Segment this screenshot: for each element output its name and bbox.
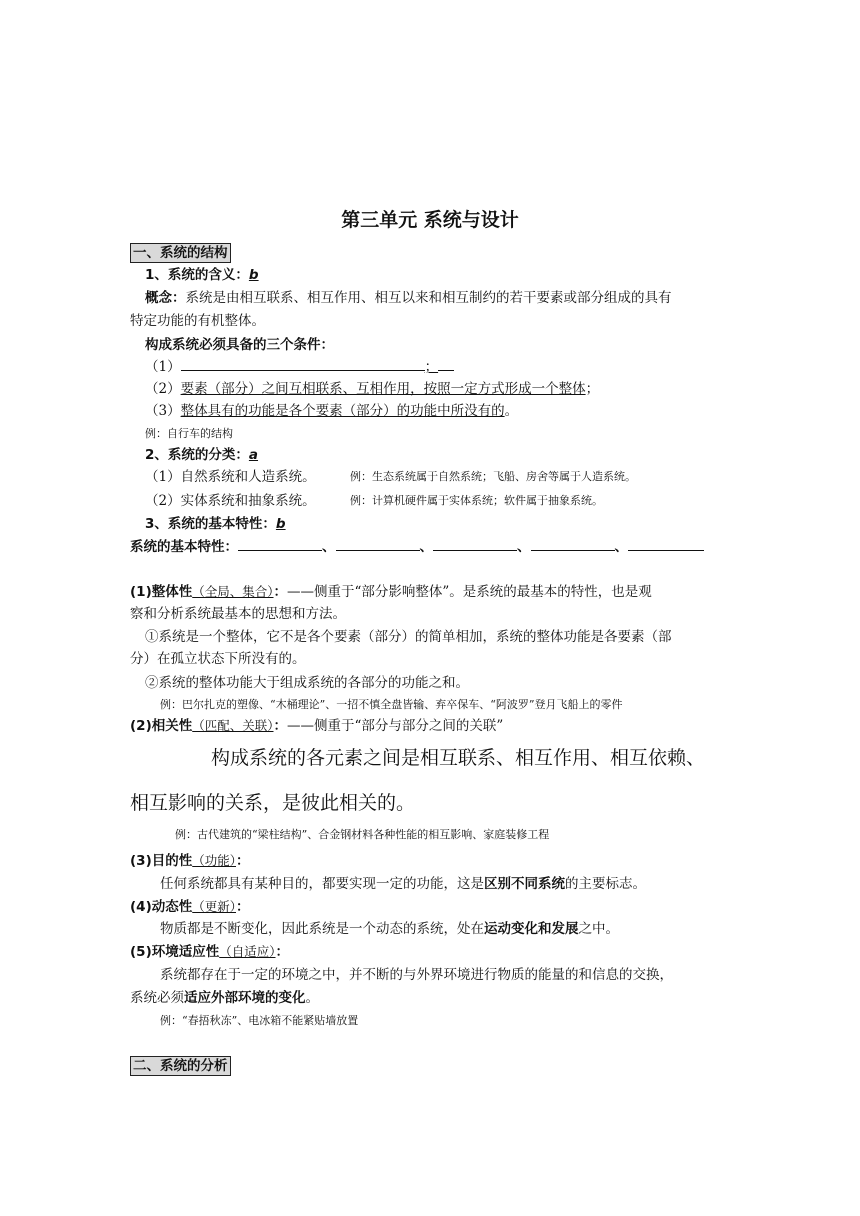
concept-line-1: 概念：系统是由相互联系、相互作用、相互以来和相互制约的若干要素或部分组成的具有 [145, 290, 672, 306]
conditions-heading: 构成系统必须具备的三个条件： [145, 337, 334, 353]
concept-line-2: 特定功能的有机整体。 [130, 313, 265, 329]
property-purpose: (3)目的性（功能）： [130, 853, 250, 869]
wholeness-item-1b: 分）在孤立状态下所没有的。 [130, 651, 306, 667]
correlation-big-line-1: 构成系统的各元素之间是相互联系、相互作用、相互依赖、 [211, 747, 706, 769]
section-heading-analysis: 二、系统的分析 [130, 1056, 231, 1076]
adaptability-line-1: 系统都存在于一定的环境之中，并不断的与外界环境进行物质的能量的和信息的交换， [160, 967, 673, 983]
property-adaptability: (5)环境适应性（自适应）： [130, 944, 289, 960]
section-heading-structure: 一、系统的结构 [130, 243, 231, 263]
subheading-definition: 1、系统的含义：b [145, 267, 259, 283]
condition-3: （3）整体具有的功能是各个要素（部分）的功能中所没有的。 [145, 403, 519, 419]
adaptability-example: 例：“春捂秋冻”、电冰箱不能紧贴墙放置 [160, 1014, 359, 1027]
class-2: （2）实体系统和抽象系统。 [145, 493, 316, 509]
page-title: 第三单元 系统与设计 [341, 209, 519, 231]
wholeness-item-1a: ①系统是一个整体，它不是各个要素（部分）的简单相加，系统的整体功能是各要素（部 [145, 629, 672, 645]
correlation-big-line-2: 相互影响的关系，是彼此相关的。 [130, 792, 416, 814]
level-tag: b [248, 267, 259, 283]
condition-1: （1） ； [145, 356, 454, 378]
property-wholeness: (1)整体性（全局、集合）：——侧重于“部分影响整体”。是系统的最基本的特性，也是观 [130, 584, 652, 600]
class-1-example: 例：生态系统属于自然系统；飞船、房舍等属于人造系统。 [350, 470, 636, 483]
property-dynamic: (4)动态性（更新）： [130, 899, 250, 915]
subheading-characteristics: 3、系统的基本特性：b [145, 516, 286, 532]
class-2-example: 例：计算机硬件属于实体系统；软件属于抽象系统。 [350, 494, 603, 507]
level-tag: b [275, 516, 286, 532]
wholeness-item-2: ②系统的整体功能大于组成系统的各部分的功能之和。 [145, 675, 469, 691]
level-tag: a [248, 447, 259, 463]
blank-line [181, 356, 425, 371]
wholeness-example: 例：巴尔扎克的塑像、“木桶理论”、一招不慎全盘皆输、弃卒保车、“阿波罗”登月飞船上的零件 [160, 698, 623, 711]
dynamic-text: 物质都是不断变化，因此系统是一个动态的系统，处在运动变化和发展之中。 [160, 921, 619, 937]
property-correlation: (2)相关性（匹配、关联）：——侧重于“部分与部分之间的关联” [130, 718, 504, 734]
subheading-classification: 2、系统的分类：a [145, 447, 259, 463]
purpose-text: 任何系统都具有某种目的，都要实现一定的功能，这是区别不同系统的主要标志。 [160, 876, 646, 892]
example-bike: 例：自行车的结构 [145, 427, 233, 440]
class-1: （1）自然系统和人造系统。 [145, 469, 316, 485]
wholeness-line-2: 察和分析系统最基本的思想和方法。 [130, 606, 346, 622]
condition-2: （2）要素（部分）之间互相联系、互相作用，按照一定方式形成一个整体； [145, 381, 600, 397]
basic-characteristics-line: 系统的基本特性： 、 、 、 、 [130, 536, 704, 558]
adaptability-line-2: 系统必须适应外部环境的变化。 [130, 990, 319, 1006]
correlation-example: 例：古代建筑的“梁柱结构”、合金钢材料各种性能的相互影响、家庭装修工程 [175, 828, 550, 841]
